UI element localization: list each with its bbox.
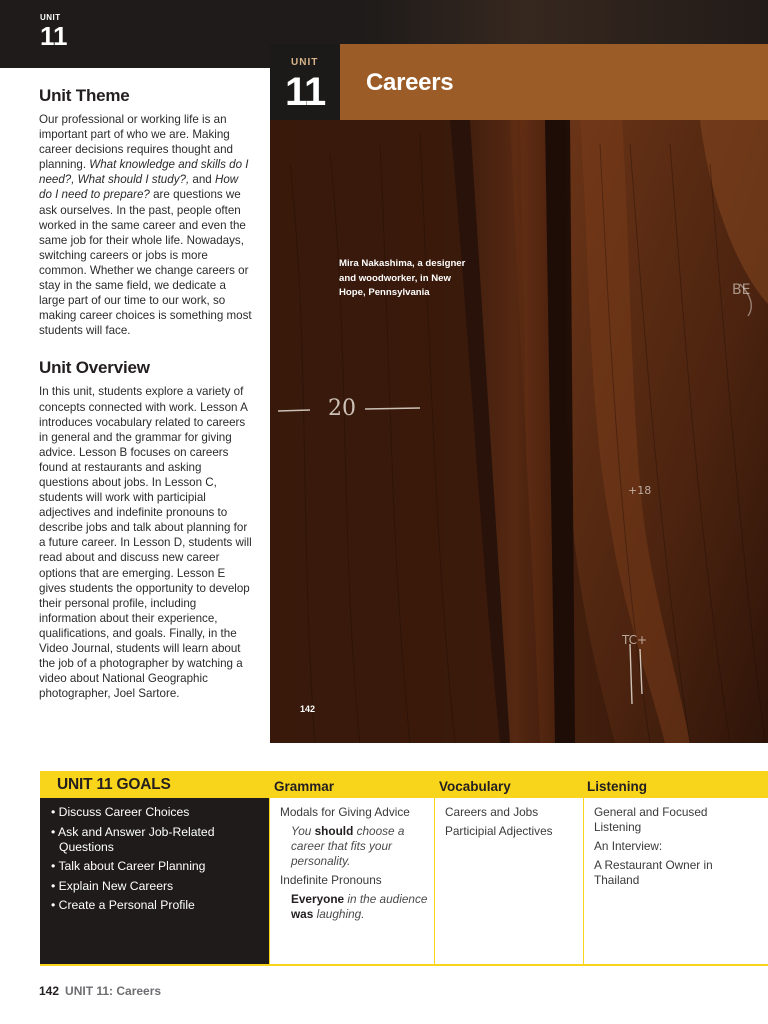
photo-caption: Mira Nakashima, a designer and woodworker, in New Hope, Pennsylvania <box>339 258 466 298</box>
goals-list-panel <box>40 798 269 964</box>
chalk-number: 20 <box>328 396 356 421</box>
unit-tab-number: 11 <box>40 21 68 51</box>
example-text: in the audience <box>344 892 428 906</box>
theme-text-part: Our professional or working life is an important part of who we are. Making career decisions requires thought and planning. <box>39 113 233 172</box>
unit-theme-heading: Unit Theme <box>39 86 130 105</box>
theme-text-part: and <box>189 173 215 187</box>
grammar-column <box>269 798 434 964</box>
unit-title: Careers <box>366 69 454 96</box>
vocabulary-column-header: Vocabulary <box>439 779 511 794</box>
vocabulary-column <box>434 798 583 964</box>
unit-number-box <box>270 44 340 120</box>
goals-body <box>40 798 768 966</box>
grammar-item: Indefinite Pronouns <box>280 873 382 887</box>
example-emphasis: should <box>314 824 354 838</box>
goal-item: • Discuss Career Choices <box>51 805 231 820</box>
grammar-item: Modals for Giving Advice <box>280 805 410 819</box>
grammar-example <box>280 824 434 869</box>
listening-column-header: Listening <box>587 779 647 794</box>
chalk-mark: BE <box>732 282 751 298</box>
goals-title: UNIT 11 GOALS <box>57 776 171 793</box>
listening-item: General and Focused Listening <box>594 805 708 834</box>
top-band-wash <box>360 0 768 44</box>
example-text: choose a career that fits your personality. <box>291 824 405 868</box>
goals-header-row <box>40 771 768 798</box>
theme-question: What knowledge and skills do I need?, What should I study?, <box>39 158 249 187</box>
example-text: laughing. <box>313 907 365 921</box>
wood-photo-illustration <box>270 44 768 743</box>
footer-label: UNIT 11: Careers <box>65 984 162 998</box>
photo-page-number: 142 <box>300 704 316 714</box>
left-column <box>39 86 254 701</box>
goal-item: • Ask and Answer Job-Related Questions <box>51 825 231 855</box>
wood-slab-photo <box>270 44 768 743</box>
example-emphasis: was <box>291 907 314 921</box>
theme-text-part: are questions we ask ourselves. In the past, people often worked in the same career and even the same job for their whole life. Nowadays, switching careers or jobs is more common. Whether we change careers or stay in the same field, we dedicate a large part of our time to our work, so making career choices is something most students will face. <box>39 188 252 338</box>
unit-tab-label: UNIT <box>40 13 61 22</box>
example-text: You <box>291 824 315 838</box>
goals-list <box>51 805 231 918</box>
vocabulary-item: Participial Adjectives <box>445 824 553 838</box>
title-bar <box>340 44 768 120</box>
unit-goals-table <box>40 771 768 966</box>
unit-overview-text: In this unit, students explore a variety of concepts connected with work. Lesson A introduces vocabulary related to careers in general and the grammar for giving advice. Lesson B focuses on careers found at restaurants and asking questions about jobs. In Lesson C, students will work with participial adjectives and indefinite pronouns to describe jobs and talk about planning for a future career. In Lesson D, students will read about and discuss new career options that are emerging. Lesson E gives students the opportunity to develop their personal profile, including information about their experience, qualifications, and goals. Finally, in the Video Journal, students will learn about the job of a photographer by watching a video about National Geographic photographer, Joel Sartore. <box>39 385 252 701</box>
listening-item: An Interview: <box>594 839 663 853</box>
page-footer <box>39 984 161 998</box>
example-emphasis: Everyone <box>291 892 345 906</box>
goal-item: • Explain New Careers <box>51 879 231 894</box>
listening-item: A Restaurant Owner in Thailand <box>594 858 713 887</box>
goal-item: • Create a Personal Profile <box>51 898 231 913</box>
theme-question: How do I need to prepare? <box>39 173 239 202</box>
listening-column <box>583 798 768 964</box>
unit-tab <box>40 13 68 49</box>
unit-overview-heading: Unit Overview <box>39 358 150 378</box>
goal-item: • Talk about Career Planning <box>51 859 231 874</box>
chalk-mark: +18 <box>628 484 652 497</box>
unit-box-label: UNIT <box>291 57 319 68</box>
unit-box-number: 11 <box>285 70 326 114</box>
footer-page-number: 142 <box>39 984 60 998</box>
vocabulary-item: Careers and Jobs <box>445 805 539 819</box>
grammar-example <box>280 892 434 922</box>
chalk-mark: TC+ <box>622 633 648 647</box>
grammar-column-header: Grammar <box>274 779 335 794</box>
unit-theme-text <box>39 112 254 338</box>
